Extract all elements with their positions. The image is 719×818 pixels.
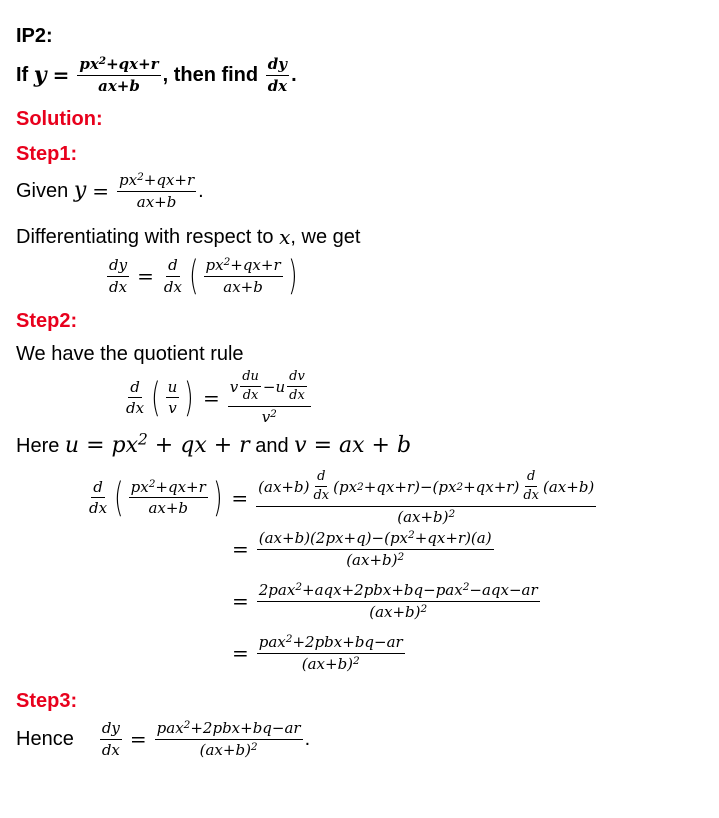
derivation-line-1: $\frac{d}{dx}$ ( $\frac{px^2+qx+r}{ax+b}$ ) = (ax+b) $\frac{d}{dx}$ (px 2 +qx+r)−(px 2 +qx+r) $\frac{d}{dx}$ (ax+b) $(ax+b)^2$ (89, 469, 595, 526)
diff-text: Differentiating with respect to (16, 226, 274, 248)
fraction-dydx: $\frac{dy}{dx}$ (267, 55, 288, 95)
problem-suffix: . (291, 64, 297, 86)
derivation-line-2: = $\frac{(ax+b)(2px+q)-(px^2+qx+r)(a)}{(ax+b)^2}$ (232, 528, 492, 569)
and-label: and (255, 435, 289, 457)
step1-differentiating (16, 225, 360, 249)
here-label: Here (16, 435, 60, 457)
given-label: Given (16, 180, 69, 202)
diff-tail: , we get (290, 226, 361, 248)
fraction-y: $\frac{px^2+qx+r}{ax+b}$ (79, 54, 159, 95)
quotient-rhs: v $\frac{du}{dx}$ − u $\frac{dv}{dx}$ $v^2$ (228, 370, 311, 425)
derivation-line-4: = $\frac{pax^2+2pbx+bq-ar}{(ax+b)^2}$ (232, 632, 403, 673)
derivation-line-3: = $\frac{2pax^2+aqx+2pbx+bq-pax^2-aqx-ar}{(ax+b)^2}$ (232, 580, 538, 621)
step1-heading: Step1: (16, 143, 78, 165)
solution-heading: Solution: (16, 108, 103, 130)
problem-mid: , then find (162, 64, 259, 86)
diff-var: x (279, 225, 291, 249)
problem-statement (16, 56, 297, 94)
math-y: y (33, 62, 47, 88)
equals-sign: = (52, 63, 70, 87)
given-fraction: $\frac{px^2+qx+r}{ax+b}$ (119, 170, 195, 211)
step3-heading: Step3: (16, 690, 78, 712)
final-answer: Hence $\frac{dy}{dx}$ = $\frac{pax^2+2pbx+bq-ar}{(ax+b)^2}$ . (16, 718, 311, 759)
quotient-rule-equation: $\frac{d}{dx}$ ( $\frac{u}{v}$ ) = v $\frac{du}{dx}$ − u $\frac{dv}{dx}$ $v^2$ (122, 370, 313, 425)
problem-prefix: If (16, 64, 29, 86)
hence-label: Hence (16, 728, 74, 750)
step1-equation: $\frac{dy}{dx}$ = $\frac{d}{dx}$ ( $\frac{px^2+qx+r}{ax+b}$ ) (109, 253, 298, 299)
here-definitions: Here $u = px^2$ + qx + r and v = ax + b (16, 430, 412, 458)
quotient-rule-text: We have the quotient rule (16, 343, 244, 365)
step1-given: Given y = $\frac{px^2+qx+r}{ax+b}$ . (16, 170, 204, 211)
problem-id: IP2: (16, 25, 53, 47)
step2-heading: Step2: (16, 310, 78, 332)
